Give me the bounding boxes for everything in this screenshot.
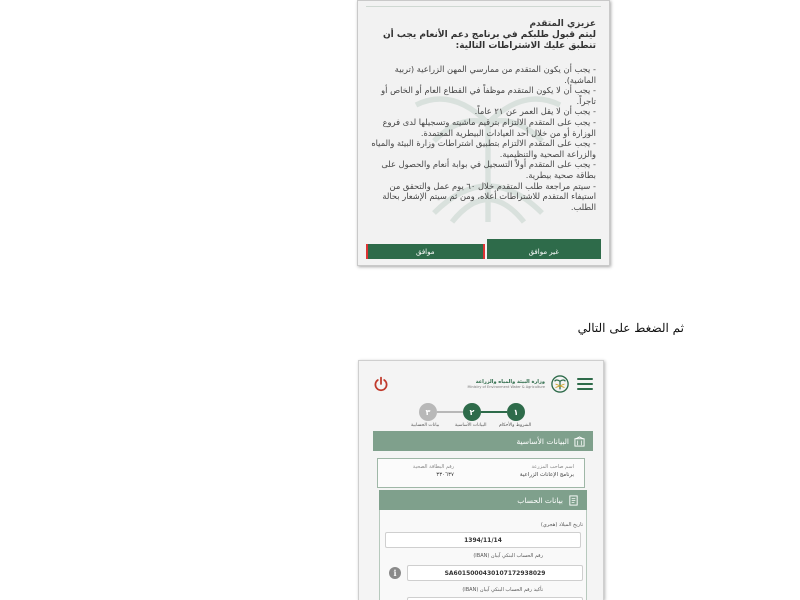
ministry-name [468, 379, 546, 389]
condition-item: - سيتم مراجعة طلب المتقدم خلال ٦٠ يوم عمل والتحقق من استيفاء المتقدم للاشتراطات أعلاه، ومن ثم سيتم الإشعار بحالة الطلب. [370, 181, 596, 213]
disagree-button[interactable] [487, 239, 602, 259]
ministry-logo [468, 375, 570, 393]
account-info-header [379, 490, 587, 510]
basic-info-title: البيانات الأساسية [516, 436, 569, 446]
farm-owner-value: برنامج الإعانات الزراعية [519, 472, 574, 478]
account-info-title: بيانات الحساب [517, 495, 563, 505]
form-screenshot [358, 360, 604, 600]
condition-item: - يجب أن لا يقل العمر عن ٢١ عاماً. [370, 106, 596, 117]
step-3-label: بيانات الحسابية [411, 423, 440, 428]
step-2-label: البيانات الأساسية [455, 423, 487, 428]
terms-button-bar [366, 239, 601, 259]
dialog-top-edge [366, 1, 601, 7]
farm-owner-field [520, 464, 574, 478]
power-icon[interactable] [373, 376, 389, 392]
health-card-label: رقم البطاقة الصحية [412, 464, 454, 470]
terms-text [370, 19, 596, 212]
ministry-name-ar: وزارة البيئة والمياه والزراعة [475, 379, 545, 385]
step-1-label: الشروط والأحكام [499, 423, 532, 428]
condition-item: - يجب على المتقدم الالتزام بتطبيق اشتراطات وزارة البيئة والمياه والزراعة الصحية والتنظيمية. [370, 138, 596, 159]
condition-item: - يجب على المتقدم الالتزام بترقيم ماشيته وتسجيلها لدى فروع الوزارة أو من خلال أحد العيادات البيطرية المعتمدة. [370, 117, 596, 138]
progress-stepper [411, 403, 559, 431]
intro-text: ليتم قبول طلبكم في برنامج دعم الأنعام يجب أن تنطبق عليك الاشتراطات التالية: [383, 30, 596, 51]
iban-input[interactable]: SA6015000430107172938029 [407, 565, 583, 581]
hamburger-menu-icon[interactable] [577, 378, 593, 390]
step-1-circle: ١ [507, 403, 525, 421]
condition-item: - يجب أن يكون المتقدم من ممارسي المهن الزراعية (تربية الماشية). [370, 64, 596, 85]
header-branding [468, 375, 594, 393]
basic-info-box [377, 458, 585, 488]
health-card-field [413, 464, 454, 478]
condition-item: - يجب على المتقدم أولاً التسجيل في بوابة أنعام والحصول على بطاقة صحية بيطرية. [370, 159, 596, 180]
birthdate-label: تاريخ الميلاد (هجري) [540, 522, 583, 528]
step-connector [481, 411, 507, 413]
agree-button-label: موافق [416, 248, 435, 256]
birthdate-input[interactable]: 1394/11/14 [385, 532, 581, 548]
greeting-text: عزيزي المتقدم [529, 19, 596, 29]
document-icon [568, 495, 579, 506]
agree-button[interactable] [366, 239, 485, 259]
step-3-circle: ٣ [419, 403, 437, 421]
ministry-name-en: Ministry of Environment Water & Agriculture [467, 385, 545, 389]
disagree-button-label: غير موافق [528, 248, 559, 256]
iban-confirm-label: تأكيد رقم الحساب البنكي آيبان (IBAN) [462, 587, 543, 593]
terms-screenshot [357, 0, 610, 266]
basic-info-header [373, 431, 593, 451]
emblem-icon [551, 375, 569, 393]
info-icon[interactable]: i [389, 567, 401, 579]
register-icon [574, 436, 585, 447]
conditions-list [370, 64, 596, 212]
app-header [359, 371, 603, 397]
step-connector [437, 411, 463, 413]
instruction-caption: ثم الضغط على التالي [577, 321, 684, 335]
iban-label: رقم الحساب البنكي آيبان (IBAN) [473, 553, 543, 559]
health-card-value: ٣٣٠٦٣٧ [436, 472, 454, 478]
condition-item: - يجب أن لا يكون المتقدم موظفاً في القطاع العام أو الخاص أو تاجراً. [370, 85, 596, 106]
farm-owner-label: اسم صاحب المزرعة [531, 464, 574, 470]
step-2-circle: ٢ [463, 403, 481, 421]
